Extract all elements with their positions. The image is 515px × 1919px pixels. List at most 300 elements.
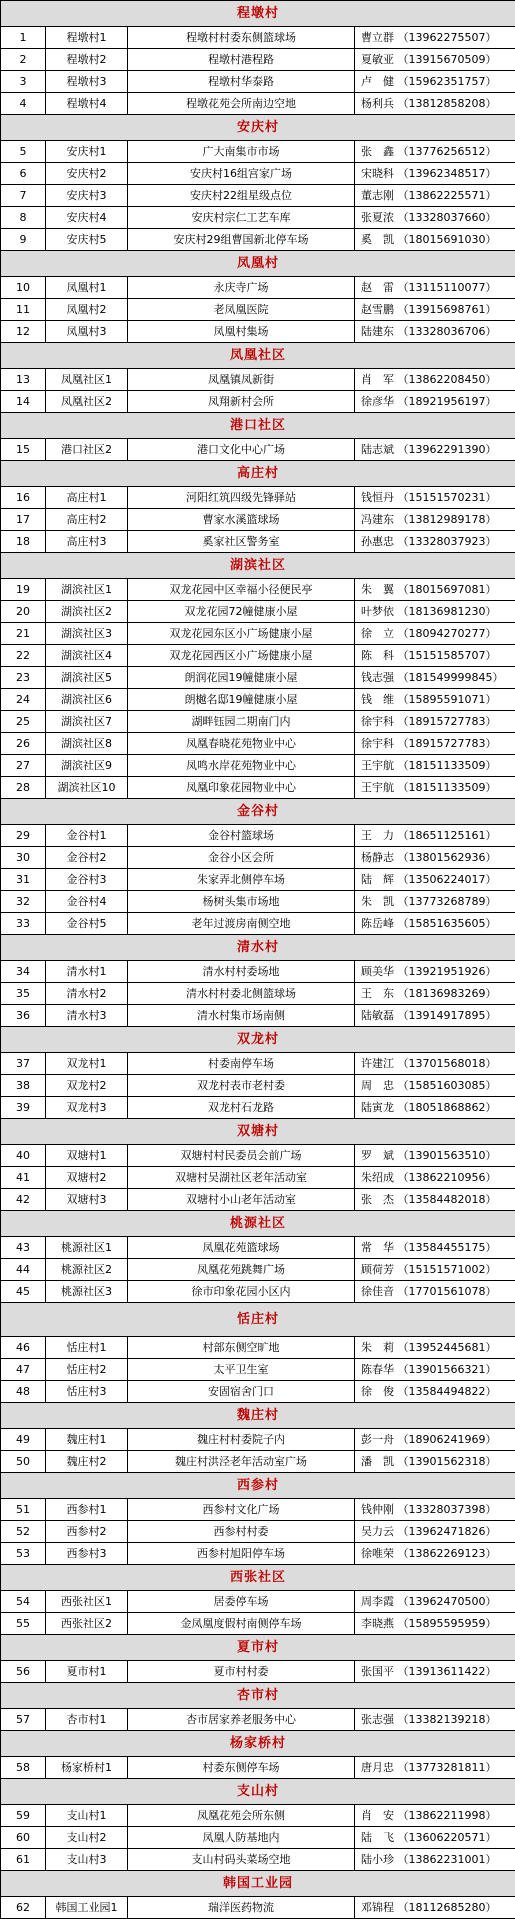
village-point: 港口社区2 [46,439,128,461]
table-row [1,601,515,623]
site-location: 双塘村小山老年活动室 [128,1189,355,1211]
row-number: 18 [1,531,46,553]
contact-person: 钱 维 （15895591071） [355,689,515,711]
village-point: 桃源社区3 [46,1281,128,1303]
group-header-row [1,553,515,579]
group-name: 凤凰社区 [1,343,515,369]
table-row [1,163,515,185]
site-location: 西参村文化广场 [128,1499,355,1521]
village-point: 高庄村2 [46,509,128,531]
village-point: 桃源社区1 [46,1237,128,1259]
contact-person: 李晓燕 （15895595959） [355,1613,515,1635]
group-name: 安庆村 [1,115,515,141]
site-location: 奚家社区警务室 [128,531,355,553]
village-point: 安庆村5 [46,229,128,251]
group-name: 西参村 [1,1473,515,1499]
village-point: 金谷村2 [46,847,128,869]
table-row [1,1097,515,1119]
table-row [1,825,515,847]
site-location: 金凤凰度假村南侧停车场 [128,1613,355,1635]
contact-person: 卢 健 （15962351757） [355,71,515,93]
contact-person: 杨利兵 （13812858208） [355,93,515,115]
village-point: 高庄村3 [46,531,128,553]
village-point: 清水村1 [46,961,128,983]
site-location: 朱家弄北侧停车场 [128,869,355,891]
table-row [1,1499,515,1521]
table-row [1,487,515,509]
village-point: 安庆村3 [46,185,128,207]
village-point: 杏市村1 [46,1709,128,1731]
table-row [1,755,515,777]
row-number: 43 [1,1237,46,1259]
table-row [1,1145,515,1167]
contact-person: 钱仲刚 （13328037398） [355,1499,515,1521]
group-name: 湖滨社区 [1,553,515,579]
village-point: 杨家桥村1 [46,1757,128,1779]
village-point: 双龙村3 [46,1097,128,1119]
table-row [1,1167,515,1189]
group-name: 支山村 [1,1779,515,1805]
site-location: 凤凰花苑会所东侧 [128,1805,355,1827]
row-number: 28 [1,777,46,799]
site-location: 村委东侧停车场 [128,1757,355,1779]
table-row [1,369,515,391]
table-row [1,623,515,645]
row-number: 10 [1,277,46,299]
group-header-row [1,1871,515,1897]
site-location: 双龙花园西区小广场健康小屋 [128,645,355,667]
contact-person: 常 华 （13584455175） [355,1237,515,1259]
table-row [1,1259,515,1281]
village-point: 高庄村1 [46,487,128,509]
row-number: 3 [1,71,46,93]
site-location: 双龙村石龙路 [128,1097,355,1119]
village-point: 支山村2 [46,1827,128,1849]
row-number: 26 [1,733,46,755]
row-number: 45 [1,1281,46,1303]
contact-person: 陆敏磊 （13914917895） [355,1005,515,1027]
site-location: 程墩花苑会所南边空地 [128,93,355,115]
contact-person: 徐彦华 （18921956197） [355,391,515,413]
table-row [1,891,515,913]
row-number: 56 [1,1661,46,1683]
site-location: 凤凰花苑跳舞广场 [128,1259,355,1281]
contact-person: 陆志斌 （13962291390） [355,439,515,461]
table-row [1,439,515,461]
group-header-row [1,1683,515,1709]
row-number: 4 [1,93,46,115]
site-location: 安庆村16组宫家广场 [128,163,355,185]
contact-person: 张志强 （13382139218） [355,1709,515,1731]
contact-person: 陆建东 （13328036706） [355,321,515,343]
contact-person: 肖 军 （13862208450） [355,369,515,391]
village-point: 支山村1 [46,1805,128,1827]
village-point: 安庆村1 [46,141,128,163]
group-header-row [1,461,515,487]
group-header-row [1,1403,515,1429]
table-row [1,391,515,413]
contact-person: 陈春华 （13901566321） [355,1359,515,1381]
table-row [1,1849,515,1871]
contact-person: 周 忠 （15851603085） [355,1075,515,1097]
table-row [1,27,515,49]
contact-person: 陆小珍 （13862231001） [355,1849,515,1871]
site-location: 西参村旭阳停车场 [128,1543,355,1565]
village-point: 双塘村2 [46,1167,128,1189]
row-number: 41 [1,1167,46,1189]
table-row [1,1897,515,1919]
row-number: 7 [1,185,46,207]
table-row [1,185,515,207]
site-location: 安固宿舍门口 [128,1381,355,1403]
row-number: 61 [1,1849,46,1871]
row-number: 53 [1,1543,46,1565]
site-location: 清水村村委北侧篮球场 [128,983,355,1005]
site-location: 凤凰人防基地内 [128,1827,355,1849]
group-name: 魏庄村 [1,1403,515,1429]
village-point: 安庆村2 [46,163,128,185]
row-number: 16 [1,487,46,509]
table-row [1,1005,515,1027]
table-row [1,1827,515,1849]
site-location: 朗润花园19幢健康小屋 [128,667,355,689]
table-row [1,645,515,667]
group-header-row [1,1027,515,1053]
contact-person: 陆 飞 （13606220571） [355,1827,515,1849]
village-point: 凤凰村1 [46,277,128,299]
village-point: 湖滨社区6 [46,689,128,711]
table-row [1,983,515,1005]
contact-person: 冯建东 （13812989178） [355,509,515,531]
site-location: 金谷小区会所 [128,847,355,869]
village-point: 湖滨社区3 [46,623,128,645]
site-location: 安庆村29组曹国新北停车场 [128,229,355,251]
site-location: 双龙村表市老村委 [128,1075,355,1097]
table-row [1,869,515,891]
site-location: 湖畔钰园二期南门内 [128,711,355,733]
row-number: 47 [1,1359,46,1381]
row-number: 60 [1,1827,46,1849]
table-row [1,1359,515,1381]
contact-person: 朱 翼 （18015697081） [355,579,515,601]
site-location: 凤凰村集场 [128,321,355,343]
contact-person: 董志刚 （13862225571） [355,185,515,207]
site-location: 永庆寺广场 [128,277,355,299]
table-row [1,579,515,601]
site-location: 魏庄村村委院子内 [128,1429,355,1451]
row-number: 42 [1,1189,46,1211]
contact-person: 钱志强 （181549999845） [355,667,515,689]
village-point: 金谷村3 [46,869,128,891]
village-point: 恬庄村1 [46,1337,128,1359]
site-location: 杏市居家养老服务中心 [128,1709,355,1731]
row-number: 31 [1,869,46,891]
row-number: 58 [1,1757,46,1779]
contact-person: 徐宇科 （18915727783） [355,711,515,733]
row-number: 20 [1,601,46,623]
village-point: 凤凰社区2 [46,391,128,413]
row-number: 11 [1,299,46,321]
village-point: 双塘村3 [46,1189,128,1211]
row-number: 52 [1,1521,46,1543]
contact-person: 王宇航 （18151133509） [355,755,515,777]
row-number: 37 [1,1053,46,1075]
village-point: 恬庄村2 [46,1359,128,1381]
site-location: 凤鸣水岸花苑物业中心 [128,755,355,777]
group-header-row [1,1635,515,1661]
group-header-row [1,1303,515,1337]
row-number: 14 [1,391,46,413]
table-row [1,1237,515,1259]
row-number: 44 [1,1259,46,1281]
group-header-row [1,1119,515,1145]
contact-person: 陈岳峰 （15851635605） [355,913,515,935]
village-point: 湖滨社区5 [46,667,128,689]
site-location: 老年过渡房南侧空地 [128,913,355,935]
village-point: 西参村3 [46,1543,128,1565]
village-point: 魏庄村2 [46,1451,128,1473]
contact-person: 吴力云 （13962471826） [355,1521,515,1543]
row-number: 46 [1,1337,46,1359]
village-point: 魏庄村1 [46,1429,128,1451]
site-location: 村部东侧空旷地 [128,1337,355,1359]
site-location: 程墩村华泰路 [128,71,355,93]
site-location: 居委停车场 [128,1591,355,1613]
table-row [1,1281,515,1303]
table-row [1,1189,515,1211]
site-location: 凤凰印象花园物业中心 [128,777,355,799]
row-number: 17 [1,509,46,531]
row-number: 6 [1,163,46,185]
village-point: 清水村2 [46,983,128,1005]
village-point: 凤凰社区1 [46,369,128,391]
village-point: 湖滨社区10 [46,777,128,799]
row-number: 40 [1,1145,46,1167]
contact-person: 唐月忠 （13773281811） [355,1757,515,1779]
table-row [1,1337,515,1359]
row-number: 49 [1,1429,46,1451]
village-point: 凤凰村2 [46,299,128,321]
village-point: 双龙村2 [46,1075,128,1097]
village-point: 金谷村1 [46,825,128,847]
row-number: 34 [1,961,46,983]
row-number: 22 [1,645,46,667]
group-name: 双塘村 [1,1119,515,1145]
row-number: 2 [1,49,46,71]
contact-person: 曹立群 （13962275507） [355,27,515,49]
contact-person: 肖 安 （13862211998） [355,1805,515,1827]
group-name: 程墩村 [1,1,515,27]
village-point: 程墩村4 [46,93,128,115]
village-point: 金谷村5 [46,913,128,935]
village-point: 双塘村1 [46,1145,128,1167]
village-point: 湖滨社区9 [46,755,128,777]
group-name: 韩国工业园 [1,1871,515,1897]
table-row [1,277,515,299]
contact-person: 夏敏亚 （13915670509） [355,49,515,71]
row-number: 51 [1,1499,46,1521]
village-point: 凤凰村3 [46,321,128,343]
contact-person: 罗 斌 （13901563510） [355,1145,515,1167]
site-location: 河阳红筑四级先锋驿站 [128,487,355,509]
row-number: 24 [1,689,46,711]
contact-person: 朱绍成 （13862210956） [355,1167,515,1189]
site-location: 安庆村22组星级点位 [128,185,355,207]
contact-person: 徐佳音 （17701561078） [355,1281,515,1303]
group-name: 凤凰村 [1,251,515,277]
group-header-row [1,1211,515,1237]
table-row [1,1451,515,1473]
row-number: 62 [1,1897,46,1919]
site-location: 支山村码头菜场空地 [128,1849,355,1871]
table-row [1,531,515,553]
row-number: 5 [1,141,46,163]
row-number: 30 [1,847,46,869]
contact-person: 宋晓科 （13962348517） [355,163,515,185]
site-location: 清水村集市场南侧 [128,1005,355,1027]
contact-person: 陆 辉 （13506224017） [355,869,515,891]
contact-person: 钱恒丹 （15151570231） [355,487,515,509]
row-number: 33 [1,913,46,935]
site-location: 凤凰镇凤新街 [128,369,355,391]
site-location: 双塘村吴湖社区老年活动室 [128,1167,355,1189]
row-number: 54 [1,1591,46,1613]
site-location: 村委南停车场 [128,1053,355,1075]
site-location: 清水村村委场地 [128,961,355,983]
site-location: 安庆村宗仁工艺车库 [128,207,355,229]
table-row [1,1521,515,1543]
contact-person: 张夏浓 （13328037660） [355,207,515,229]
table-body [1,1,515,1919]
village-point: 程墩村1 [46,27,128,49]
group-name: 高庄村 [1,461,515,487]
row-number: 12 [1,321,46,343]
row-number: 27 [1,755,46,777]
group-header-row [1,343,515,369]
group-header-row [1,1,515,27]
contact-person: 徐 立 （18094270277） [355,623,515,645]
table-row [1,71,515,93]
site-location: 港口文化中心广场 [128,439,355,461]
group-header-row [1,251,515,277]
table-row [1,1053,515,1075]
contact-person: 陈 科 （15151585707） [355,645,515,667]
village-point: 韩国工业园1 [46,1897,128,1919]
table-row [1,93,515,115]
village-point: 西参村1 [46,1499,128,1521]
table-row [1,299,515,321]
table-row [1,1613,515,1635]
contact-person: 邓锦程 （18112685280） [355,1897,515,1919]
contact-person: 王 力 （18651125161） [355,825,515,847]
row-number: 55 [1,1613,46,1635]
row-number: 50 [1,1451,46,1473]
group-name: 恬庄村 [1,1303,515,1337]
village-point: 湖滨社区7 [46,711,128,733]
group-header-row [1,1473,515,1499]
table-row [1,1381,515,1403]
contact-person: 周李霞 （13962470500） [355,1591,515,1613]
row-number: 57 [1,1709,46,1731]
site-location: 老凤凰医院 [128,299,355,321]
group-name: 桃源社区 [1,1211,515,1237]
village-point: 安庆村4 [46,207,128,229]
site-location: 程墩村村委东侧篮球场 [128,27,355,49]
contact-person: 奚 凯 （18015691030） [355,229,515,251]
site-location: 夏市村村委 [128,1661,355,1683]
site-location: 太平卫生室 [128,1359,355,1381]
site-location: 双龙花园东区小广场健康小屋 [128,623,355,645]
row-number: 59 [1,1805,46,1827]
site-location: 程墩村港程路 [128,49,355,71]
table-row [1,1709,515,1731]
village-point: 桃源社区2 [46,1259,128,1281]
site-location: 魏庄村洪泾老年活动室广场 [128,1451,355,1473]
row-number: 36 [1,1005,46,1027]
table-row [1,49,515,71]
row-number: 1 [1,27,46,49]
village-point: 西张社区2 [46,1613,128,1635]
row-number: 29 [1,825,46,847]
row-number: 13 [1,369,46,391]
table-row [1,509,515,531]
row-number: 8 [1,207,46,229]
site-location: 瑞洋医药物流 [128,1897,355,1919]
village-point: 湖滨社区4 [46,645,128,667]
contact-person: 顾荷芳 （15151571002） [355,1259,515,1281]
village-point: 支山村3 [46,1849,128,1871]
group-header-row [1,1731,515,1757]
contact-person: 赵 雷 （13115110077） [355,277,515,299]
table-row [1,777,515,799]
contact-person: 许建江 （13701568018） [355,1053,515,1075]
contact-person: 赵雪鹏 （13915698761） [355,299,515,321]
table-row [1,1075,515,1097]
table-row [1,689,515,711]
row-number: 9 [1,229,46,251]
site-location: 广大南集市市场 [128,141,355,163]
village-point: 夏市村1 [46,1661,128,1683]
village-point: 清水村3 [46,1005,128,1027]
village-point: 湖滨社区2 [46,601,128,623]
village-point: 金谷村4 [46,891,128,913]
group-name: 西张社区 [1,1565,515,1591]
contact-person: 张国平 （13913611422） [355,1661,515,1683]
row-number: 19 [1,579,46,601]
site-location: 西参村村委 [128,1521,355,1543]
table-row [1,961,515,983]
row-number: 48 [1,1381,46,1403]
contact-person: 徐唯荣 （13862269123） [355,1543,515,1565]
contact-person: 张 杰 （13584482018） [355,1189,515,1211]
village-point: 程墩村2 [46,49,128,71]
table-row [1,847,515,869]
group-header-row [1,413,515,439]
table-row [1,207,515,229]
site-location: 双龙花园中区幸福小径便民亭 [128,579,355,601]
group-name: 杏市村 [1,1683,515,1709]
group-header-row [1,799,515,825]
site-location: 徐市印象花园小区内 [128,1281,355,1303]
site-location: 朗樾名邸19幢健康小屋 [128,689,355,711]
group-name: 清水村 [1,935,515,961]
site-location: 杨树头集市场地 [128,891,355,913]
site-location: 凤翔新村会所 [128,391,355,413]
village-point: 双龙村1 [46,1053,128,1075]
row-number: 32 [1,891,46,913]
group-header-row [1,935,515,961]
group-header-row [1,1565,515,1591]
